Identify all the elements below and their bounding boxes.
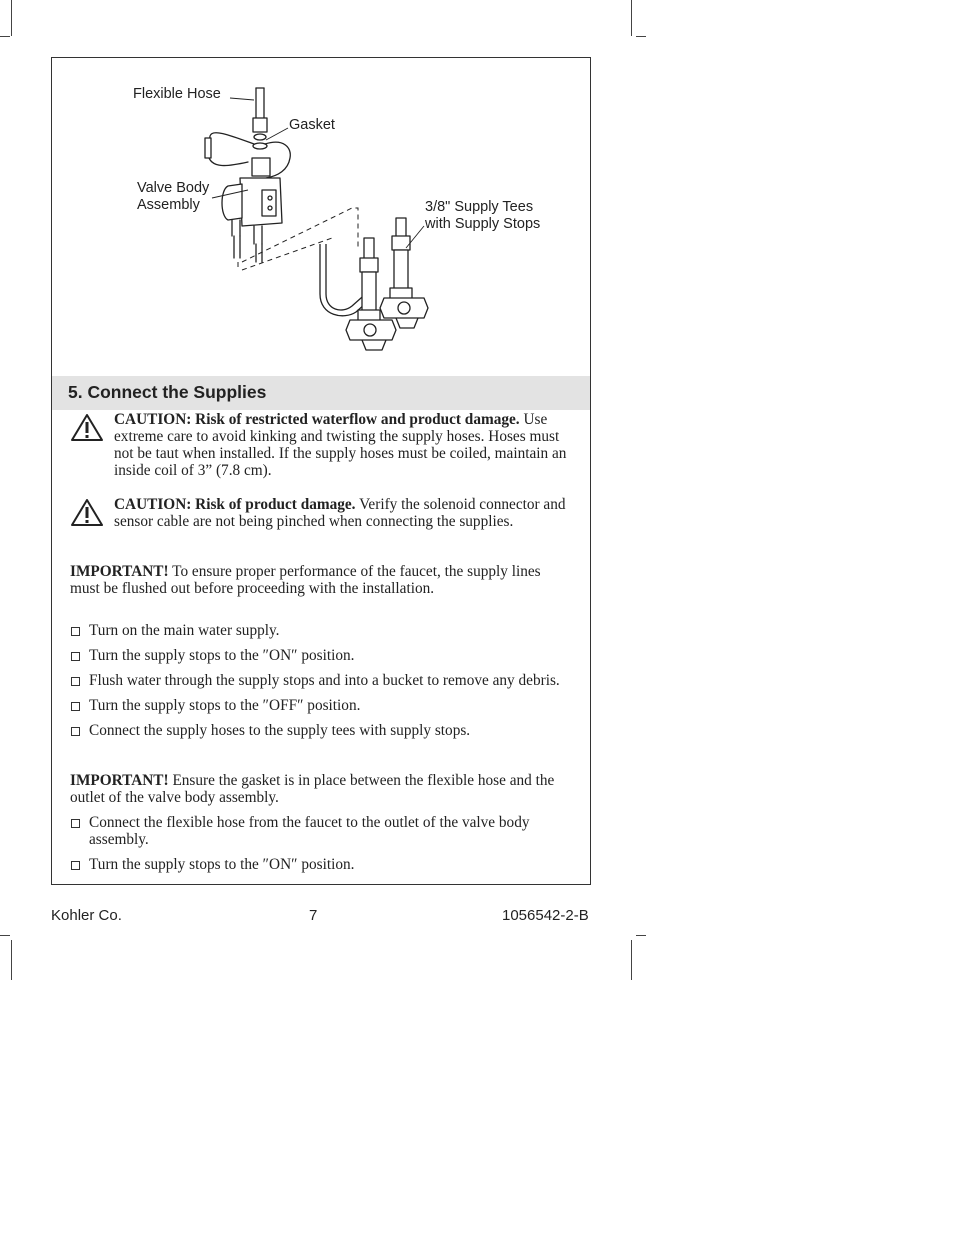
warning-triangle-icon <box>70 413 104 443</box>
list-item <box>70 622 570 639</box>
caution-block <box>70 496 570 530</box>
checkbox-square-icon <box>71 727 80 736</box>
caution-block <box>70 411 570 479</box>
step-text: Turn the supply stops to the ″ON″ position. <box>89 856 355 873</box>
important-label: IMPORTANT! <box>70 563 169 580</box>
crop-mark <box>631 0 632 36</box>
important-text: Ensure the gasket is in place between the flexible hose and the outlet of the valve body assembly. <box>70 772 555 806</box>
caution-label: CAUTION: Risk of restricted waterflow and product damage. <box>114 411 520 428</box>
checkbox-square-icon <box>71 627 80 636</box>
content-frame <box>51 57 591 885</box>
step-text: Turn the supply stops to the ″ON″ position. <box>89 647 355 664</box>
checkbox-square-icon <box>71 702 80 711</box>
list-item <box>70 697 570 714</box>
crop-mark <box>0 36 10 37</box>
crop-mark <box>0 935 10 936</box>
checkbox-square-icon <box>71 819 80 828</box>
step-text: Flush water through the supply stops and into a bucket to remove any debris. <box>89 672 560 689</box>
crop-mark <box>636 935 646 936</box>
callout-flexible-hose: Flexible Hose <box>133 86 221 102</box>
important-label: IMPORTANT! <box>70 772 169 789</box>
crop-mark <box>636 36 646 37</box>
step-text: Connect the supply hoses to the supply tees with supply stops. <box>89 722 471 739</box>
callout-supply-tees <box>425 199 540 233</box>
crop-mark <box>11 0 12 36</box>
footer-doc-number: 1056542-2-B <box>502 907 589 924</box>
footer-page-number: 7 <box>309 907 318 924</box>
callout-gasket: Gasket <box>289 117 335 133</box>
caution-body: Verify the solenoid connector and sensor cable are not being pinched when connecting the supplies. <box>114 496 566 530</box>
step-text: Turn the supply stops to the ″OFF″ position. <box>89 697 361 714</box>
callout-valve-body-line2: Assembly <box>137 197 200 213</box>
warning-triangle-icon <box>70 498 104 528</box>
caution-label: CAUTION: Risk of product damage. <box>114 496 356 513</box>
caution-text <box>114 496 570 530</box>
footer-company: Kohler Co. <box>51 907 122 924</box>
callout-supply-tees-line1: 3/8" Supply Tees <box>425 199 534 215</box>
step-list <box>70 814 570 881</box>
callout-supply-tees-line2: with Supply Stops <box>425 216 541 232</box>
caution-body: Use extreme care to avoid kinking and twisting the supply hoses. Hoses must not be taut when installed. If the supply hoses must be coiled, maintain an inside coil of 3” (7.8 cm). <box>114 411 567 479</box>
installation-figure <box>52 58 592 376</box>
checkbox-square-icon <box>71 677 80 686</box>
step-list <box>70 622 570 747</box>
crop-mark <box>11 940 12 980</box>
step-text: Connect the flexible hose from the faucet to the outlet of the valve body assembly. <box>89 814 530 848</box>
list-item <box>70 856 570 873</box>
list-item <box>70 672 570 689</box>
crop-mark <box>631 940 632 980</box>
list-item <box>70 814 570 848</box>
callout-valve-body <box>137 180 209 214</box>
important-text: To ensure proper performance of the faucet, the supply lines must be flushed out before proceeding with the installation. <box>70 563 541 597</box>
list-item <box>70 722 570 739</box>
checkbox-square-icon <box>71 652 80 661</box>
section-heading: 5. Connect the Supplies <box>52 376 590 410</box>
important-note <box>70 563 570 597</box>
list-item <box>70 647 570 664</box>
callout-valve-body-line1: Valve Body <box>137 180 210 196</box>
caution-text <box>114 411 570 479</box>
step-text: Turn on the main water supply. <box>89 622 280 639</box>
checkbox-square-icon <box>71 861 80 870</box>
important-note <box>70 772 570 806</box>
